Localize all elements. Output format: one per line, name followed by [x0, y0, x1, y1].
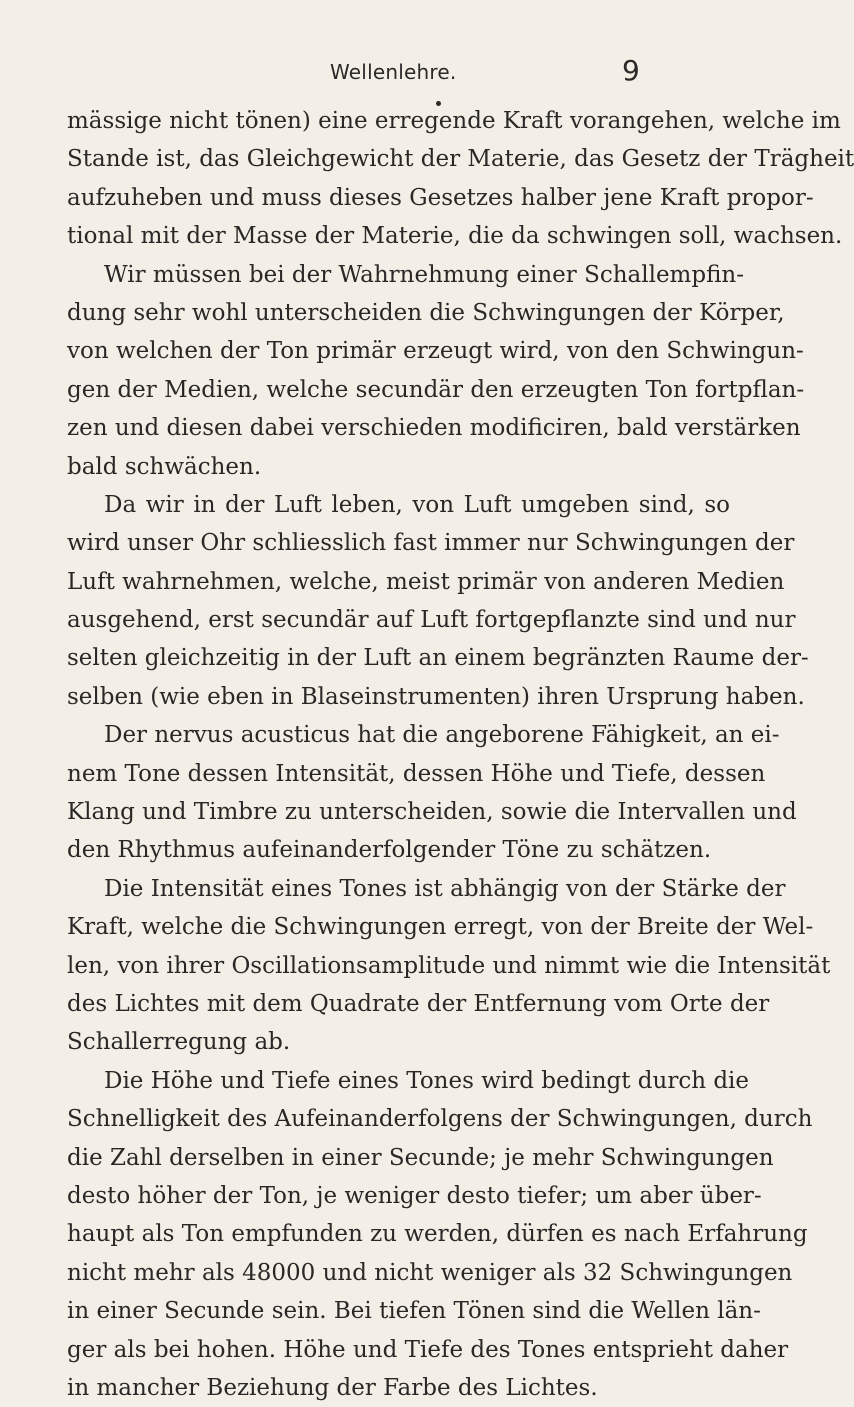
text-line: nicht mehr als 48000 und nicht weniger als 32 Schwingungen	[67, 1259, 793, 1286]
text-line: Klang und Timbre zu unterscheiden, sowie die Intervallen und	[67, 799, 797, 826]
text-line: wird unser Ohr schliesslich fast immer nur Schwingungen der	[67, 530, 795, 557]
text-line: Kraft, welche die Schwingungen erregt, von der Breite der Wel-	[67, 914, 814, 941]
text-line: die Zahl derselben in einer Secunde; je mehr Schwingungen	[67, 1144, 774, 1171]
text-line: des Lichtes mit dem Quadrate der Entfernung vom Orte der	[67, 990, 770, 1017]
text-line: bald schwächen.	[67, 453, 262, 480]
text-line: in mancher Beziehung der Farbe des Lichtes.	[67, 1374, 598, 1401]
text-line: von welchen der Ton primär erzeugt wird, von den Schwingun-	[67, 338, 804, 365]
text-line: ger als bei hohen. Höhe und Tiefe des Tones entsprieht daher	[67, 1336, 789, 1363]
text-line: in einer Secunde sein. Bei tiefen Tönen sind die Wellen län-	[67, 1298, 761, 1325]
running-title: Wellenlehre.	[330, 60, 457, 84]
text-line: Luft wahrnehmen, welche, meist primär von anderen Medien	[67, 568, 785, 595]
text-line: Der nervus acusticus hat die angeborene Fähigkeit, an ei-	[104, 722, 780, 749]
text-line: Die Intensität eines Tones ist abhängig von der Stärke der	[104, 875, 786, 902]
text-line: ausgehend, erst secundär auf Luft fortgepflanzte sind und nur	[67, 607, 796, 634]
page-number: 9	[622, 54, 640, 87]
text-line: nem Tone dessen Intensität, dessen Höhe und Tiefe, dessen	[67, 760, 766, 787]
text-line: desto höher der Ton, je weniger desto tiefer; um aber über-	[67, 1182, 762, 1209]
text-line: Stande ist, das Gleichgewicht der Materie, das Gesetz der Trägheit	[67, 146, 854, 173]
text-line: gen der Medien, welche secundär den erzeugten Ton fortpflan-	[67, 376, 805, 403]
text-line: den Rhythmus aufeinanderfolgender Töne zu schätzen.	[67, 837, 712, 864]
text-line: selten gleichzeitig in der Luft an einem begränzten Raume der-	[67, 645, 809, 672]
text-line: selben (wie eben in Blaseinstrumenten) ihren Ursprung haben.	[67, 683, 805, 710]
text-line: len, von ihrer Oscillationsamplitude und nimmt wie die Intensität	[67, 952, 831, 979]
text-line: dung sehr wohl unterscheiden die Schwingungen der Körper,	[67, 299, 785, 326]
text-line: tional mit der Masse der Materie, die da schwingen soll, wachsen.	[67, 223, 843, 250]
text-line: Schnelligkeit des Aufeinanderfolgens der Schwingungen, durch	[67, 1106, 813, 1133]
text-line: Schallerregung ab.	[67, 1029, 291, 1056]
text-line: haupt als Ton empfunden zu werden, dürfen es nach Erfahrung	[67, 1221, 808, 1248]
text-line: Wir müssen bei der Wahrnehmung einer Schallempfin-	[104, 261, 745, 288]
text-line: zen und diesen dabei verschieden modificiren, bald verstärken	[67, 415, 801, 442]
text-line: mässige nicht tönen) eine erregende Kraft vorangehen, welche im	[67, 108, 841, 134]
text-line: aufzuheben und muss dieses Gesetzes halber jene Kraft propor-	[67, 184, 814, 211]
text-line: Da wir in der Luft leben, von Luft umgeben sind, so	[104, 491, 730, 518]
running-head	[0, 50, 800, 90]
text-line: Die Höhe und Tiefe eines Tones wird bedingt durch die	[104, 1067, 750, 1094]
body-text	[67, 102, 854, 1407]
